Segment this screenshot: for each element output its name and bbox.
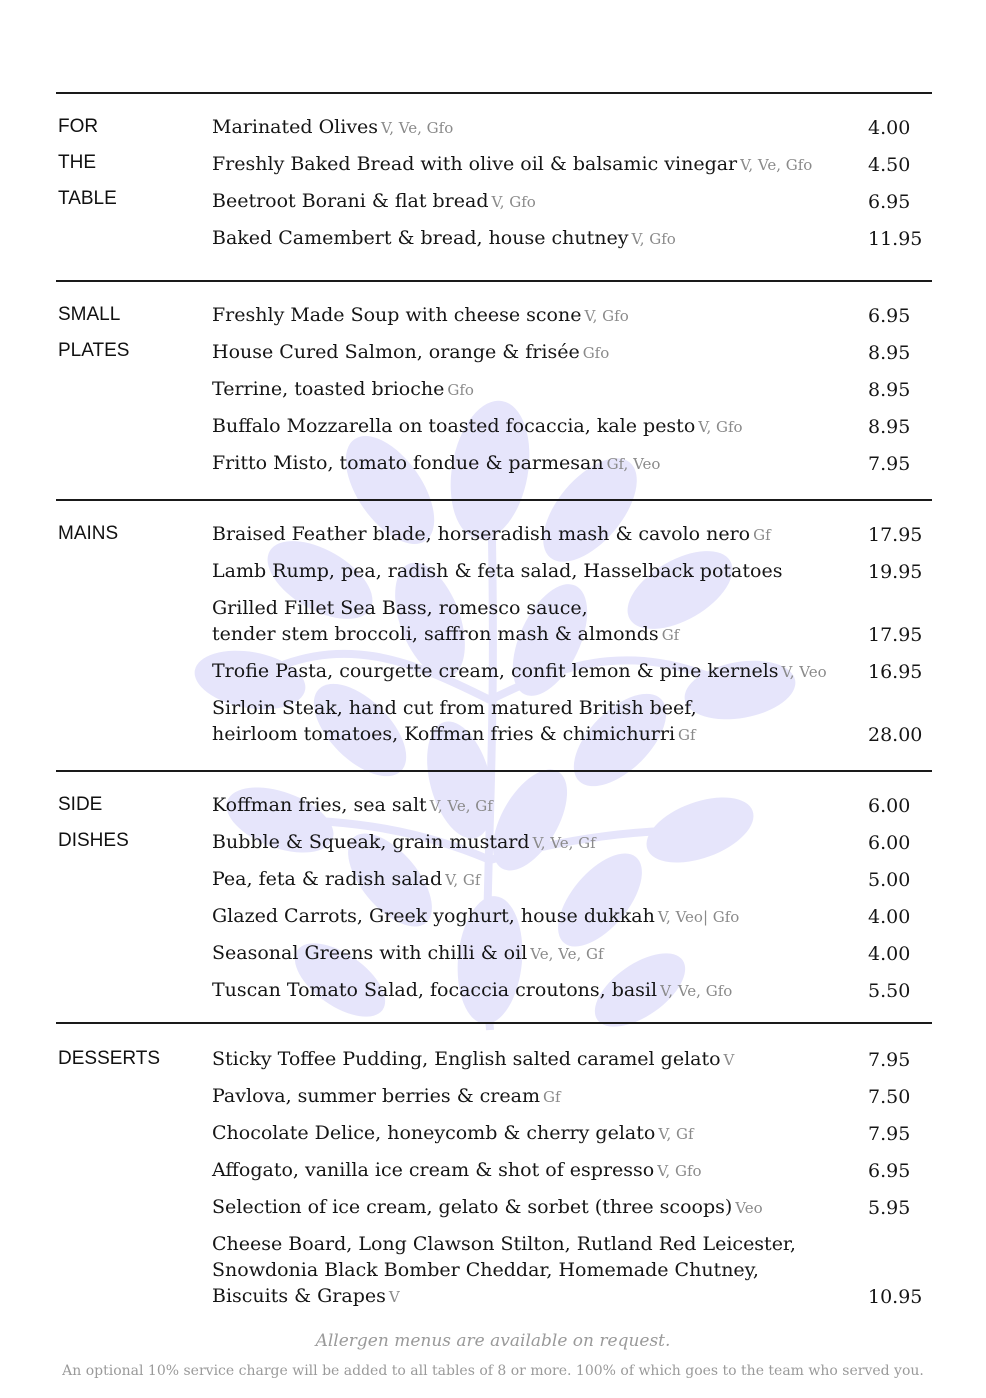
menu-item: Freshly Baked Bread with olive oil & balsamic vinegar V, Ve, Gfo 4.50 [212,153,911,176]
price: 4.00 [868,943,911,965]
price: 7.95 [868,1049,911,1071]
price: 28.00 [868,724,923,746]
divider [56,92,932,94]
menu-item: Koffman fries, sea salt V, Ve, Gf 6.00 [212,794,911,817]
allergen-note: Allergen menus are available on request. [315,1331,671,1351]
menu-item: Lamb Rump, pea, radish & feta salad, Hasselback potatoes 19.95 [212,560,923,583]
menu-item: Seasonal Greens with chilli & oil Ve, Ve, Gf 4.00 [212,942,911,965]
price: 10.95 [868,1286,923,1308]
service-charge-note: An optional 10% service charge will be added to all tables of 8 or more. 100% of which goes to the team who served you. [62,1363,924,1379]
price: 6.00 [868,795,911,817]
price: 17.95 [868,524,923,546]
price: 8.95 [868,379,911,401]
menu-item: Bubble & Squeak, grain mustard V, Ve, Gf 6.00 [212,831,911,854]
category-label: DESSERTS [58,1048,161,1069]
menu-item: Pavlova, summer berries & cream Gf 7.50 [212,1085,911,1108]
price: 5.95 [868,1197,911,1219]
menu-item: Fritto Misto, tomato fondue & parmesan Gf, Veo 7.95 [212,452,911,475]
menu-item: Grilled Fillet Sea Bass, romesco sauce, tender stem broccoli, saffron mash & almonds Gf 17.95 [212,597,923,646]
menu-item: Beetroot Borani & flat bread V, Gfo 6.95 [212,190,911,213]
category-label: SIDE DISHES [58,794,129,851]
menu-item: House Cured Salmon, orange & frisée Gfo 8.95 [212,341,911,364]
menu-item: Pea, feta & radish salad V, Gf 5.00 [212,868,911,891]
price: 7.95 [868,1123,911,1145]
divider [56,499,932,501]
menu-item: Tuscan Tomato Salad, focaccia croutons, basil V, Ve, Gfo 5.50 [212,979,911,1002]
divider [56,770,932,772]
price: 6.95 [868,305,911,327]
price: 4.50 [868,154,911,176]
menu-item: Sirloin Steak, hand cut from matured British beef, heirloom tomatoes, Koffman fries & chimichurri Gf 28.00 [212,697,923,746]
price: 7.50 [868,1086,911,1108]
divider [56,280,932,282]
category-label: MAINS [58,523,119,544]
price: 5.50 [868,980,911,1002]
menu-item: Marinated Olives V, Ve, Gfo 4.00 [212,116,911,139]
price: 6.00 [868,832,911,854]
price: 11.95 [868,228,923,250]
price: 5.00 [868,869,911,891]
price: 19.95 [868,561,923,583]
price: 4.00 [868,906,911,928]
menu-item: Cheese Board, Long Clawson Stilton, Rutland Red Leicester, Snowdonia Black Bomber Cheddar, Homemade Chutney, Biscuits & Grapes V 10.95 [212,1233,923,1308]
menu-item: Baked Camembert & bread, house chutney V, Gfo 11.95 [212,227,923,250]
category-label: FOR THE TABLE [58,116,117,209]
menu-item: Buffalo Mozzarella on toasted focaccia, kale pesto V, Gfo 8.95 [212,415,911,438]
menu-item: Affogato, vanilla ice cream & shot of espresso V, Gfo 6.95 [212,1159,911,1182]
divider [56,1022,932,1024]
price: 7.95 [868,453,911,475]
price: 8.95 [868,342,911,364]
price: 16.95 [868,661,923,683]
menu-item: Glazed Carrots, Greek yoghurt, house dukkah V, Veo| Gfo 4.00 [212,905,911,928]
category-label: SMALL PLATES [58,304,130,361]
price: 6.95 [868,191,911,213]
menu-item: Sticky Toffee Pudding, English salted caramel gelato V 7.95 [212,1048,911,1071]
price: 8.95 [868,416,911,438]
menu-item: Terrine, toasted brioche Gfo 8.95 [212,378,911,401]
menu-item: Braised Feather blade, horseradish mash & cavolo nero Gf 17.95 [212,523,923,546]
menu-item: Freshly Made Soup with cheese scone V, Gfo 6.95 [212,304,911,327]
price: 6.95 [868,1160,911,1182]
price: 4.00 [868,117,911,139]
price: 17.95 [868,624,923,646]
menu-item: Trofie Pasta, courgette cream, confit lemon & pine kernels V, Veo 16.95 [212,660,923,683]
menu-item: Selection of ice cream, gelato & sorbet (three scoops) Veo 5.95 [212,1196,911,1219]
menu-item: Chocolate Delice, honeycomb & cherry gelato V, Gf 7.95 [212,1122,911,1145]
